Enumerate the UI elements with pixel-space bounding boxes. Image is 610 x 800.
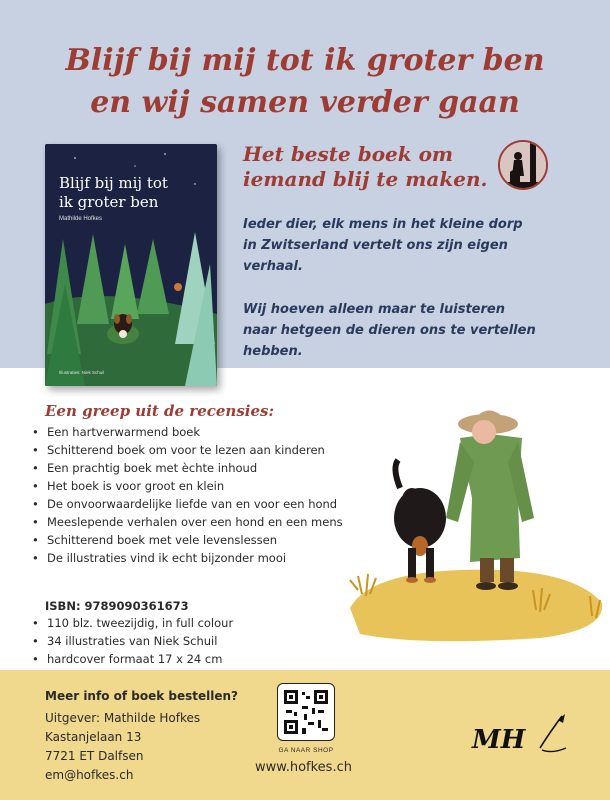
- contact-title: Meer info of boek bestellen?: [45, 689, 239, 703]
- qr-code-icon: [278, 684, 334, 740]
- book-title-line-1: Blijf bij mij tot: [59, 174, 168, 192]
- website-link[interactable]: www.hofkes.ch: [255, 760, 352, 775]
- book-cover: [45, 144, 217, 386]
- review-item: • Een prachtig boek met èchte inhoud: [32, 459, 343, 477]
- story-paragraph-2-line-2: naar hetgeen de dieren ons te vertellen: [243, 323, 536, 338]
- story-paragraph-2: [243, 299, 583, 362]
- story-paragraph-2-line-1: Wij hoeven alleen maar te luisteren: [243, 302, 505, 317]
- story-paragraph-2-line-3: hebben.: [243, 344, 303, 359]
- review-item: • Schitterend boek om voor te lezen aan kinderen: [32, 441, 343, 459]
- reviews-title: Een greep uit de recensies:: [45, 402, 274, 420]
- silhouette-image: [500, 142, 546, 188]
- story-paragraph-1-line-1: Ieder dier, elk mens in het kleine dorp: [243, 217, 523, 232]
- isbn: ISBN: 9789090361673: [45, 599, 189, 613]
- subheadline-line-1: Het beste boek om: [243, 142, 454, 166]
- man-and-dog-illustration: [340, 398, 610, 648]
- logo-text: MH: [472, 725, 526, 755]
- spec-item: • 110 blz. tweezijdig, in full colour: [32, 614, 233, 632]
- headline: [0, 40, 610, 124]
- story-paragraph-1: [243, 214, 583, 277]
- review-item: • Schitterend boek met vele levenslessen: [32, 531, 343, 549]
- review-item: • Een hartverwarmend boek: [32, 423, 343, 441]
- contact-details: [45, 709, 200, 785]
- review-item: • Het boek is voor groot en klein: [32, 477, 343, 495]
- qr-caption: GA NAAR SHOP: [278, 747, 334, 754]
- contact-email[interactable]: em@hofkes.ch: [45, 768, 134, 782]
- book-illustrator: Illustraties: Niek Schuil: [59, 370, 105, 375]
- specs-list: [32, 614, 233, 668]
- spec-item: • 34 illustraties van Niek Schuil: [32, 632, 233, 650]
- book-title: [59, 174, 209, 212]
- story-paragraph-1-line-3: verhaal.: [243, 259, 303, 274]
- contact-city: 7721 ET Dalfsen: [45, 749, 144, 763]
- review-item: • De illustraties vind ik echt bijzonder mooi: [32, 549, 343, 567]
- reviews-list: [32, 423, 343, 567]
- headline-line-2: en wij samen verder gaan: [90, 85, 520, 120]
- spec-item: • hardcover formaat 17 x 24 cm: [32, 650, 233, 668]
- review-item: • De onvoorwaardelijke liefde van en voor een hond: [32, 495, 343, 513]
- headline-line-1: Blijf bij mij tot ik groter ben: [65, 43, 545, 78]
- book-author: Mathilde Hofkes: [59, 216, 103, 222]
- subheadline-line-2: iemand blij te maken.: [243, 167, 488, 191]
- mh-logo: [470, 712, 570, 762]
- review-item: • Meeslepende verhalen over een hond en een mens: [32, 513, 343, 531]
- contact-street: Kastanjelaan 13: [45, 730, 142, 744]
- qr-code[interactable]: [277, 683, 335, 741]
- contact-publisher: Uitgever: Mathilde Hofkes: [45, 711, 201, 725]
- silhouette-badge: [498, 140, 548, 190]
- book-title-line-2: ik groter ben: [59, 193, 159, 211]
- story-paragraph-1-line-2: in Zwitserland vertelt ons zijn eigen: [243, 238, 508, 253]
- subheadline: [243, 142, 487, 192]
